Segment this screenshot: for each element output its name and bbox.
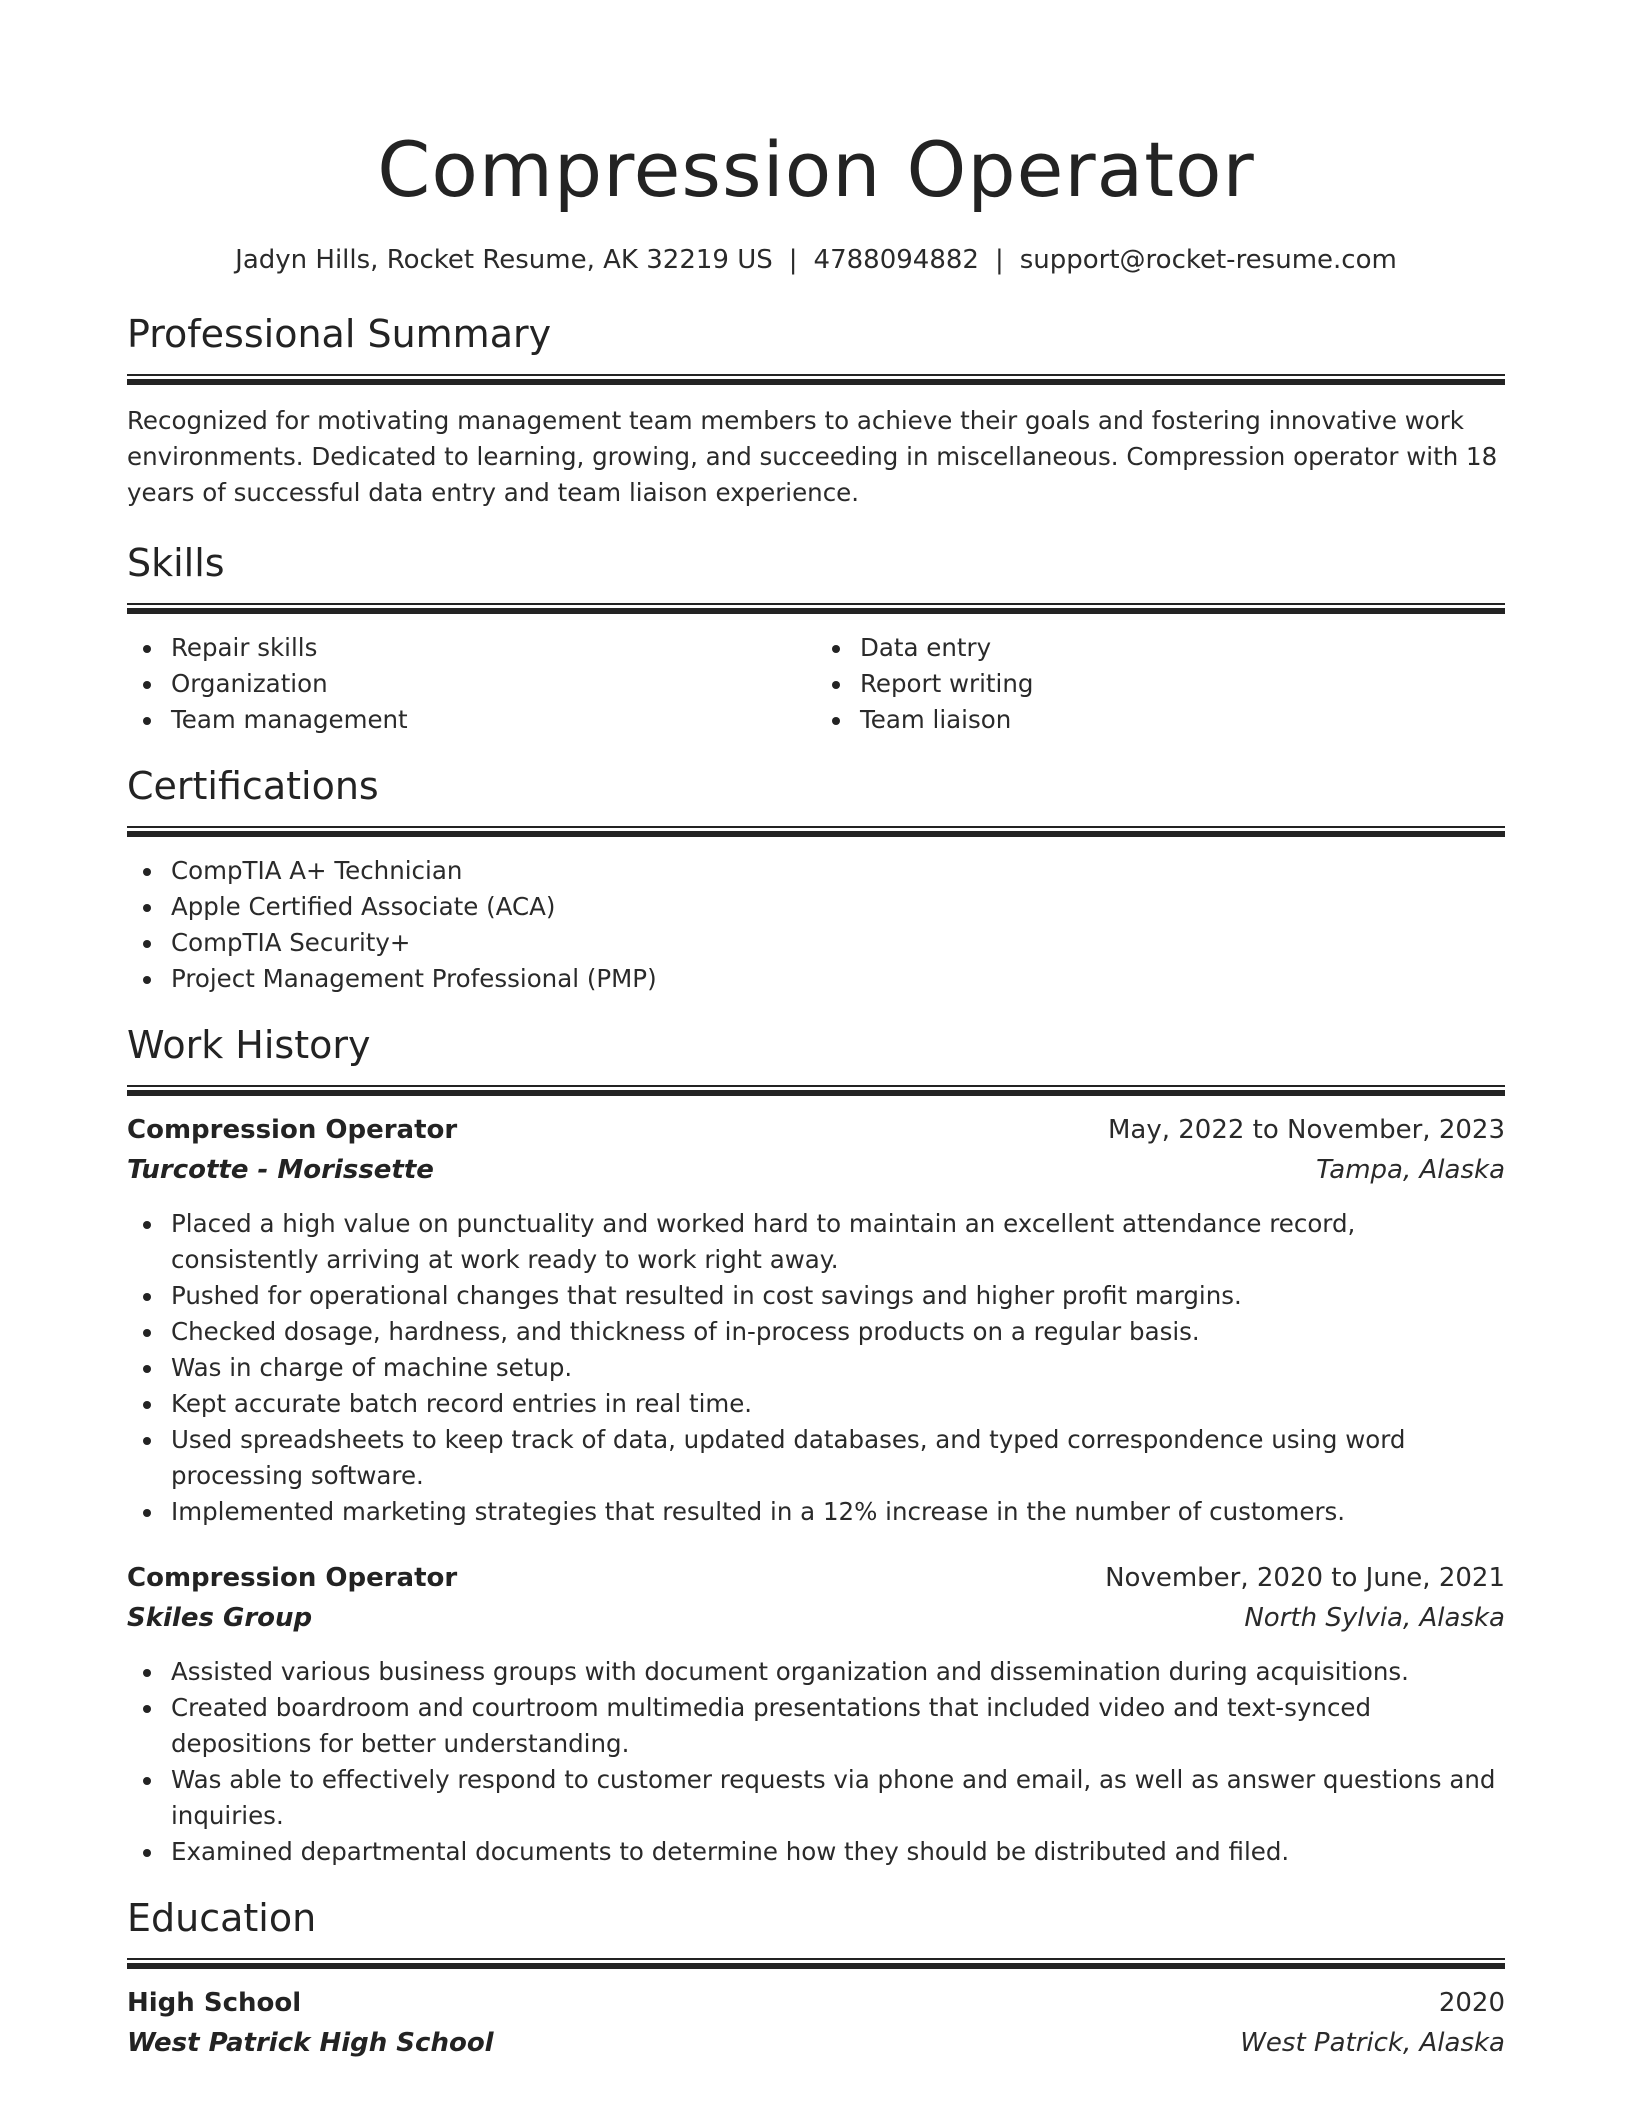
job-bullets bbox=[127, 1654, 1505, 1870]
education-school: West Patrick High School bbox=[127, 2028, 494, 2058]
job-subheader bbox=[127, 1150, 1505, 1190]
skills-grid bbox=[127, 614, 1505, 738]
section-title-summary: Professional Summary bbox=[127, 312, 552, 356]
job-bullets bbox=[127, 1206, 1505, 1530]
job-bullet: Was able to effectively respond to customer requests via phone and email, as well as answer questions and inquiries. bbox=[171, 1762, 1505, 1834]
job-entry bbox=[127, 1558, 1505, 1870]
skill-item: Report writing bbox=[860, 666, 1505, 702]
job-bullet: Used spreadsheets to keep track of data, updated databases, and typed correspondence using word processing software. bbox=[171, 1422, 1505, 1494]
section-divider bbox=[127, 374, 1505, 385]
skills-list-left bbox=[127, 630, 816, 738]
section-divider bbox=[127, 603, 1505, 614]
job-location: Tampa, Alaska bbox=[1316, 1155, 1505, 1185]
contact-address: Jadyn Hills, Rocket Resume, AK 32219 US bbox=[235, 245, 773, 275]
job-bullet: Assisted various business groups with document organization and dissemination during acquisitions. bbox=[171, 1654, 1505, 1690]
education-entry bbox=[127, 1983, 1505, 2063]
job-bullet: Implemented marketing strategies that resulted in a 12% increase in the number of customers. bbox=[171, 1494, 1505, 1530]
job-bullet: Checked dosage, hardness, and thickness of in-process products on a regular basis. bbox=[171, 1314, 1505, 1350]
contact-separator: | bbox=[994, 245, 1004, 275]
certifications-section bbox=[127, 760, 1505, 997]
certification-item: Apple Certified Associate (ACA) bbox=[171, 889, 1505, 925]
skill-item: Organization bbox=[171, 666, 816, 702]
section-divider bbox=[127, 826, 1505, 837]
education-header bbox=[127, 1983, 1505, 2023]
education-degree: High School bbox=[127, 1988, 302, 2018]
job-bullet: Placed a high value on punctuality and worked hard to maintain an excellent attendance record, consistently arriving at work ready to work right away. bbox=[171, 1206, 1505, 1278]
certification-item: CompTIA A+ Technician bbox=[171, 853, 1505, 889]
skills-section bbox=[127, 537, 1505, 738]
skill-item: Team management bbox=[171, 702, 816, 738]
job-company: Skiles Group bbox=[127, 1603, 313, 1633]
job-title: Compression Operator bbox=[127, 1563, 458, 1593]
section-title-certifications: Certifications bbox=[127, 764, 379, 808]
summary-section bbox=[127, 308, 1505, 511]
education-year: 2020 bbox=[1438, 1988, 1505, 2018]
certification-item: Project Management Professional (PMP) bbox=[171, 961, 1505, 997]
job-dates: November, 2020 to June, 2021 bbox=[1105, 1563, 1505, 1593]
contact-email: support@rocket-resume.com bbox=[1019, 245, 1397, 275]
job-header bbox=[127, 1110, 1505, 1150]
job-bullet: Examined departmental documents to determine how they should be distributed and filed. bbox=[171, 1834, 1505, 1870]
certifications-list bbox=[127, 853, 1505, 997]
job-company: Turcotte - Morissette bbox=[127, 1155, 434, 1185]
work-history-section bbox=[127, 1019, 1505, 1870]
job-entry bbox=[127, 1110, 1505, 1530]
section-title-education: Education bbox=[127, 1896, 317, 1940]
education-section bbox=[127, 1892, 1505, 2063]
education-subheader bbox=[127, 2023, 1505, 2063]
section-divider bbox=[127, 1958, 1505, 1969]
certification-item: CompTIA Security+ bbox=[171, 925, 1505, 961]
education-location: West Patrick, Alaska bbox=[1240, 2028, 1505, 2058]
job-title: Compression Operator bbox=[127, 1115, 458, 1145]
contact-phone: 4788094882 bbox=[813, 245, 979, 275]
resume-name: Compression Operator bbox=[377, 125, 1255, 214]
skill-item: Data entry bbox=[860, 630, 1505, 666]
job-location: North Sylvia, Alaska bbox=[1244, 1603, 1505, 1633]
job-subheader bbox=[127, 1598, 1505, 1638]
contact-separator: | bbox=[788, 245, 798, 275]
summary-text: Recognized for motivating management team members to achieve their goals and fostering innovative work environments. Dedicated to learning, growing, and succeeding in miscellaneous. Compression operator with 18 years of successful data entry and team liaison experience. bbox=[127, 406, 1498, 507]
skills-list-right bbox=[816, 630, 1505, 738]
skill-item: Team liaison bbox=[860, 702, 1505, 738]
section-title-work-history: Work History bbox=[127, 1023, 371, 1067]
job-bullet: Pushed for operational changes that resulted in cost savings and higher profit margins. bbox=[171, 1278, 1505, 1314]
skill-item: Repair skills bbox=[171, 630, 816, 666]
job-header bbox=[127, 1558, 1505, 1598]
contact-line bbox=[127, 242, 1505, 278]
section-title-skills: Skills bbox=[127, 541, 225, 585]
job-bullet: Was in charge of machine setup. bbox=[171, 1350, 1505, 1386]
job-bullet: Created boardroom and courtroom multimedia presentations that included video and text-synced depositions for better understanding. bbox=[171, 1690, 1505, 1762]
job-bullet: Kept accurate batch record entries in real time. bbox=[171, 1386, 1505, 1422]
job-dates: May, 2022 to November, 2023 bbox=[1107, 1115, 1505, 1145]
section-divider bbox=[127, 1085, 1505, 1096]
